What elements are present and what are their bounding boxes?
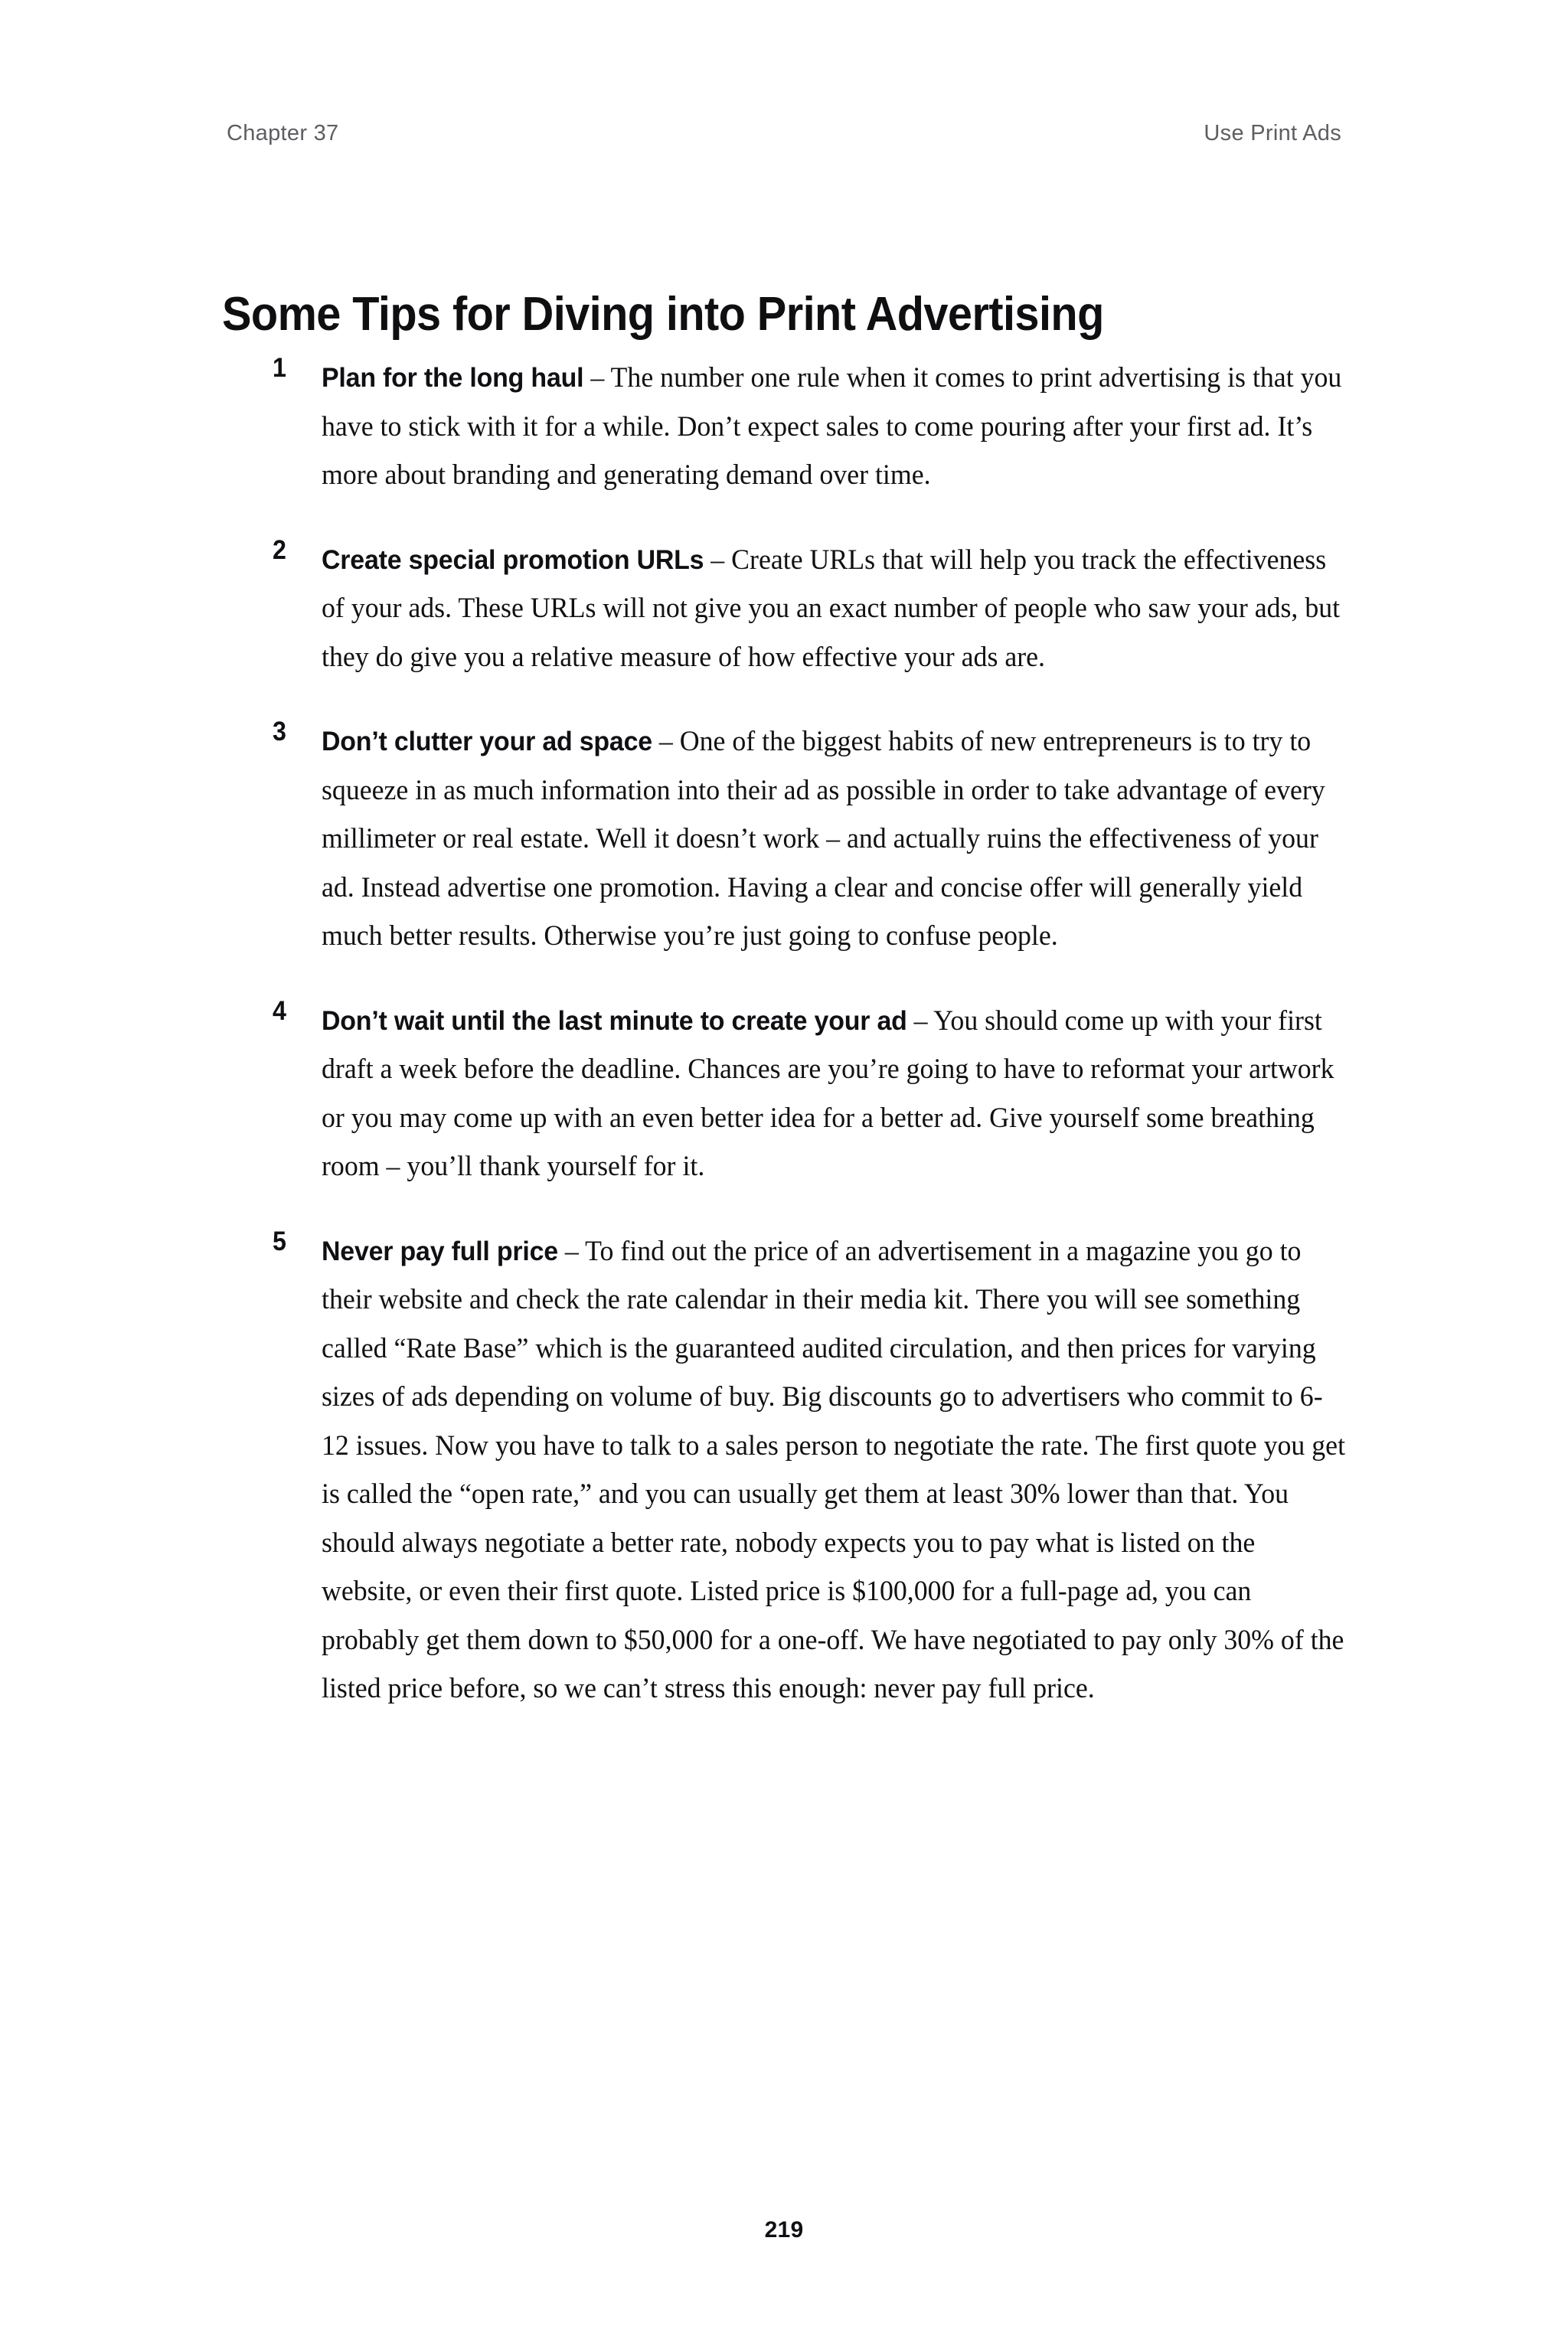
list-item-text: To find out the price of an advertisement in a magazine you go to their website and check the rate calendar in their media kit. There you will see something called “Rate Base” which is the guaranteed audited circulation, and then prices for varying sizes of ads depending on volume of buy. Big discounts go to advertisers who commit to 6-12 issues. Now you have to talk to a sales person to negotiate the rate. The first quote you get is called the “open rate,” and you can usually get them at least 30% lower than that. You should always negotiate a better rate, nobody expects you to pay what is listed on the website, or even their first quote. Listed price is $100,000 for a full-page ad, you can probably get them down to $50,000 for a one-off. We have negotiated to pay only 30% of the listed price before, so we can’t stress this enough: never pay full price. (322, 1235, 1346, 1704)
list-item-separator: – (704, 544, 732, 576)
list-item-number: 5 (273, 1226, 286, 1256)
list-item-number: 4 (273, 995, 286, 1026)
list-item-separator: – (583, 362, 611, 394)
list-item-text: The number one rule when it comes to print advertising is that you have to stick with it for a while. Don’t expect sales to come pouring after your first ad. It’s more about branding and generating demand over time. (322, 362, 1342, 491)
page-title: Some Tips for Diving into Print Advertising (222, 287, 1104, 341)
page-number: 219 (764, 2217, 804, 2243)
list-item-body (322, 1227, 1349, 1713)
list-item (273, 536, 1344, 682)
running-head-section: Use Print Ads (1204, 121, 1341, 145)
list-item-separator: – (906, 1004, 934, 1037)
list-item-text: You should come up with your first draft a week before the deadline. Chances are you’re going to have to reformat your artwork or you may come up with an even better idea for a better ad. Give yourself some breathing room – you’ll thank yourself for it. (322, 1004, 1334, 1182)
list-item (273, 717, 1344, 961)
list-item-lead: Plan for the long haul (322, 362, 584, 393)
list-item-lead: Don’t wait until the last minute to create your ad (322, 1004, 907, 1036)
list-item-number: 1 (273, 353, 286, 383)
list-item-body (322, 536, 1349, 682)
list-item-separator: – (557, 1235, 586, 1267)
list-item-body (322, 717, 1349, 961)
list-item (273, 997, 1344, 1191)
list-item-number: 3 (273, 717, 286, 746)
list-item-text: One of the biggest habits of new entrepreneurs is to try to squeeze in as much information into their ad as possible in order to take advantage of every millimeter or real estate. Well it doesn’t work – and actually ruins the effectiveness of your ad. Instead advertise one promotion. Having a clear and concise offer will generally yield much better results. Otherwise you’re just going to confuse people. (322, 726, 1325, 952)
list-item-lead: Create special promotion URLs (322, 544, 704, 575)
tips-list (273, 354, 1344, 1713)
list-item (273, 354, 1344, 500)
list-item-text: Create URLs that will help you track the effectiveness of your ads. These URLs will not give you an exact number of people who saw your ads, but they do give you a relative measure of how effective your ads are. (322, 544, 1341, 673)
list-item (273, 1227, 1344, 1713)
running-head-chapter: Chapter 37 (227, 121, 339, 145)
list-item-separator: – (652, 726, 680, 757)
running-head (227, 122, 1341, 153)
list-item-body (322, 354, 1349, 500)
list-item-body (322, 997, 1349, 1191)
list-item-lead: Don’t clutter your ad space (322, 726, 652, 756)
list-item-lead: Never pay full price (322, 1235, 558, 1266)
list-item-number: 2 (273, 534, 286, 565)
